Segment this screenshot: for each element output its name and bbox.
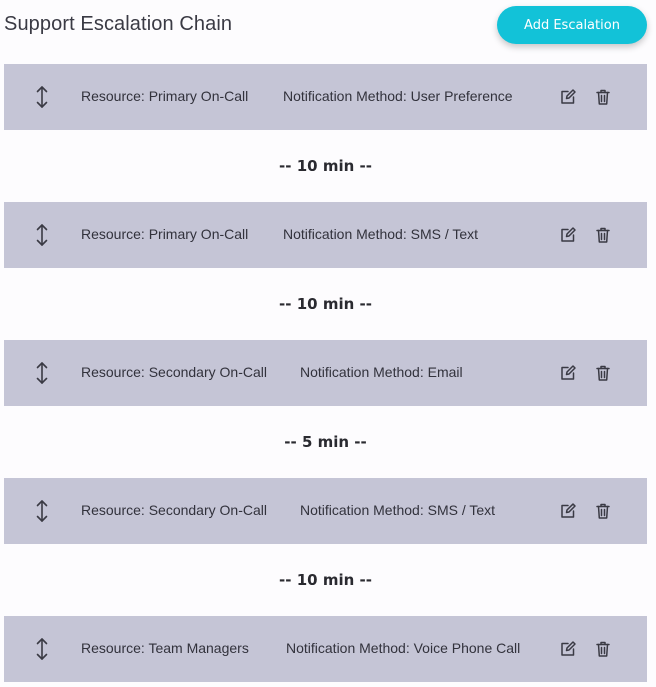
add-escalation-button[interactable]: Add Escalation — [497, 6, 647, 44]
edit-icon[interactable] — [559, 364, 577, 382]
edit-icon[interactable] — [559, 640, 577, 658]
step-resource: Resource: Team Managers — [81, 640, 249, 656]
step-notification-method: Notification Method: SMS / Text — [300, 502, 496, 518]
step-notification-method: Notification Method: User Preference — [283, 88, 513, 104]
drag-handle-icon[interactable] — [32, 637, 52, 661]
page-title: Support Escalation Chain — [4, 13, 233, 35]
trash-icon[interactable] — [594, 502, 612, 520]
trash-icon[interactable] — [594, 364, 612, 382]
escalation-step — [4, 478, 647, 544]
drag-handle-icon[interactable] — [32, 361, 52, 385]
edit-icon[interactable] — [559, 226, 577, 244]
drag-handle-icon[interactable] — [32, 499, 52, 523]
step-resource: Resource: Primary On-Call — [81, 88, 249, 104]
escalation-step — [4, 202, 647, 268]
trash-icon[interactable] — [594, 88, 612, 106]
step-resource: Resource: Secondary On-Call — [81, 502, 267, 518]
escalation-step — [4, 616, 647, 682]
escalation-step — [4, 64, 647, 130]
step-notification-method: Notification Method: SMS / Text — [283, 226, 479, 242]
step-notification-method: Notification Method: Email — [300, 364, 463, 380]
escalation-delay: -- 5 min -- — [284, 433, 367, 451]
step-notification-method: Notification Method: Voice Phone Call — [286, 640, 521, 656]
drag-handle-icon[interactable] — [32, 85, 52, 109]
edit-icon[interactable] — [559, 502, 577, 520]
step-resource: Resource: Primary On-Call — [81, 226, 249, 242]
escalation-delay: -- 10 min -- — [279, 157, 372, 175]
trash-icon[interactable] — [594, 226, 612, 244]
escalation-delay: -- 10 min -- — [279, 295, 372, 313]
escalation-step — [4, 340, 647, 406]
page-header — [0, 0, 656, 52]
edit-icon[interactable] — [559, 88, 577, 106]
drag-handle-icon[interactable] — [32, 223, 52, 247]
escalation-delay: -- 10 min -- — [279, 571, 372, 589]
trash-icon[interactable] — [594, 640, 612, 658]
escalation-chain — [4, 64, 647, 682]
step-resource: Resource: Secondary On-Call — [81, 364, 267, 380]
